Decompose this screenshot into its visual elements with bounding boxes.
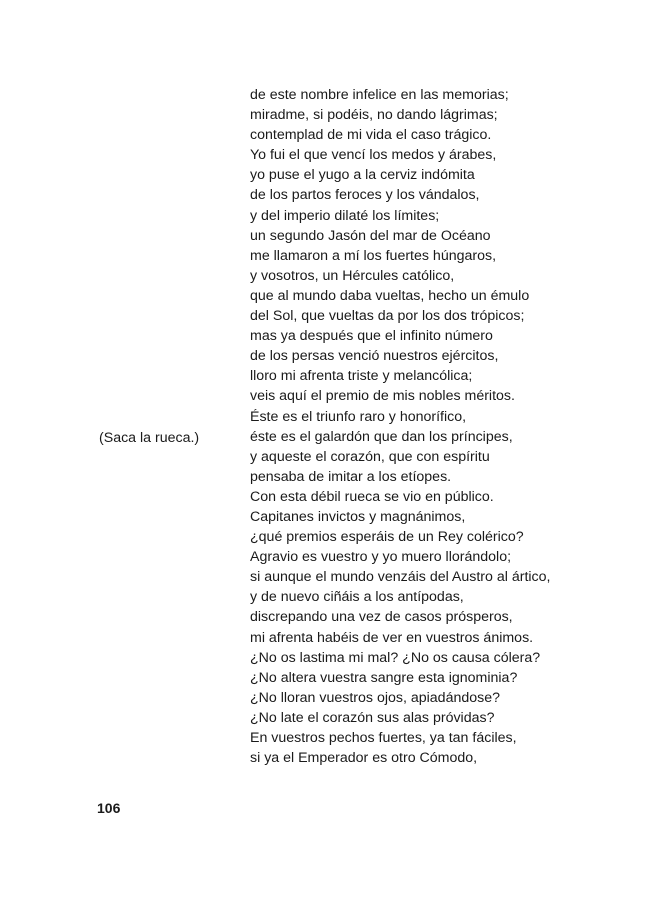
verse-line: ¿qué premios esperáis de un Rey colérico? — [250, 529, 524, 546]
verse-line: de este nombre infelice en las memorias; — [250, 87, 509, 103]
verse-line: y del imperio dilaté los límites; — [250, 207, 440, 224]
verse-line: contemplad de mi vida el caso trágico. — [250, 127, 492, 144]
verse-line: ¿No os lastima mi mal? ¿No os causa cólera? — [250, 649, 541, 666]
verse-line: de los partos feroces y los vándalos, — [250, 187, 480, 204]
verse-line: discrepando una vez de casos prósperos, — [250, 609, 513, 626]
page-number: 106 — [97, 800, 121, 816]
verse-line: y vosotros, un Hércules católico, — [250, 267, 455, 284]
verse-line: Con esta débil rueca se vio en público. — [250, 488, 494, 505]
verse-line: un segundo Jasón del mar de Océano — [250, 227, 491, 244]
verse-line: miradme, si podéis, no dando lágrimas; — [250, 107, 498, 124]
verse-line: veis aquí el premio de mis nobles méritos. — [250, 388, 515, 405]
verse-line: Yo fui el que vencí los medos y árabes, — [250, 147, 497, 164]
verse-line: mi afrenta habéis de ver en vuestros ánimos. — [250, 629, 534, 646]
stage-direction: (Saca la rueca.) — [99, 430, 200, 446]
verse-line: si ya el Emperador es otro Cómodo, — [250, 750, 478, 767]
verse-line: Agravio es vuestro y yo muero llorándolo; — [250, 549, 512, 566]
verse-line: me llamaron a mí los fuertes húngaros, — [250, 247, 497, 264]
verse-line: Éste es el triunfo raro y honorífico, — [250, 408, 467, 425]
verse-line: ¿No altera vuestra sangre esta ignominia? — [250, 669, 518, 686]
verse-line: y aqueste el corazón, que con espíritu — [250, 448, 490, 465]
verse-block — [250, 85, 550, 768]
verse-line: que al mundo daba vueltas, hecho un émulo — [250, 287, 530, 304]
verse-line: En vuestros pechos fuertes, ya tan fáciles, — [250, 730, 517, 746]
verse-line: ¿No late el corazón sus alas próvidas? — [250, 709, 495, 726]
verse-line: pensaba de imitar a los etíopes. — [250, 468, 452, 485]
verse-line: si aunque el mundo venzáis del Austro al ártico, — [250, 569, 551, 586]
verse-line: y de nuevo ciñáis a los antípodas, — [250, 589, 464, 606]
verse-line: yo puse el yugo a la cerviz indómita — [250, 167, 475, 184]
verse-line: del Sol, que vueltas da por los dos trópicos; — [250, 308, 525, 325]
verse-line: de los persas venció nuestros ejércitos, — [250, 348, 499, 365]
verse-line: éste es el galardón que dan los príncipes, — [250, 428, 513, 445]
verse-line: lloro mi afrenta triste y melancólica; — [250, 368, 473, 385]
verse-line: ¿No lloran vuestros ojos, apiadándose? — [250, 689, 501, 706]
verse-line: mas ya después que el infinito número — [250, 328, 493, 345]
verse-line: Capitanes invictos y magnánimos, — [250, 508, 466, 525]
